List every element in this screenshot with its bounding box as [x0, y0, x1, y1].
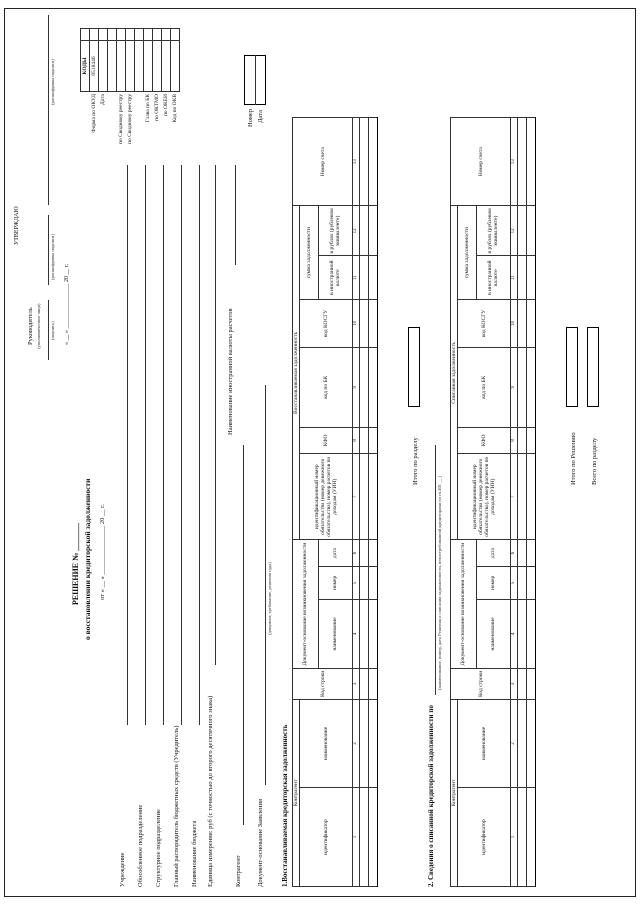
s2-num-13: 13 — [511, 118, 518, 206]
decoding-caption: (расшифровка подписи) — [50, 234, 55, 280]
contractor-line[interactable] — [243, 445, 244, 825]
number-label: Номер — [247, 108, 254, 127]
field-structural-unit: Структурное подразделение — [155, 809, 162, 887]
doc-basis-caption: (документ, требование, решения суда) — [267, 562, 272, 635]
codes-table — [80, 28, 180, 145]
code-value-registry-1[interactable] — [117, 41, 126, 92]
approve-head: Руководитель — [27, 307, 34, 345]
s2-num-10: 10 — [511, 299, 518, 347]
s2-num-4: 4 — [511, 599, 518, 668]
s2-num-3: 3 — [511, 668, 518, 699]
s1-h-sum-group: сумма задолженности — [300, 206, 319, 300]
s2-num-2: 2 — [511, 699, 518, 787]
s2-h-sum-group: сумма задолженности — [458, 206, 477, 300]
decoding-line — [48, 215, 49, 285]
field-separate-unit: Обособленное подразделение — [137, 804, 144, 887]
code-label-okv: Код по ОКВ — [172, 94, 178, 123]
s1-num-4: 4 — [353, 599, 360, 668]
table-row[interactable] — [369, 118, 378, 887]
section2-table — [450, 117, 536, 887]
decoding-long-line — [48, 15, 49, 205]
s1-num-3: 3 — [353, 668, 360, 699]
s2-h-doc-name: наименование — [476, 599, 510, 668]
s2-grand-total-box[interactable] — [587, 327, 599, 407]
approve-title: УТВЕРЖДАЮ — [14, 206, 20, 245]
table-row[interactable] — [527, 118, 536, 887]
s2-h-kosgu: код КОСГУ — [458, 299, 511, 347]
code-label-glava: Глава по БК — [145, 94, 151, 123]
s2-h-identifier: идентификатор — [458, 788, 511, 887]
s1-num-7: 7 — [353, 454, 360, 540]
code-value-okud: 0510446 — [90, 41, 99, 92]
s1-num-1: 1 — [353, 788, 360, 887]
s2-h-sum-rub: в рублях (рублевом эквиваленте) — [476, 206, 510, 256]
s2-h-account: Номер счета — [451, 118, 511, 206]
s1-h-identifier: идентификатор — [300, 788, 353, 887]
s1-num-5: 5 — [353, 566, 360, 599]
s2-h-written-group: Списанная задолженность — [451, 206, 458, 540]
s1-total-label: Итого по разделу — [412, 437, 419, 485]
s1-h-row-code: Код строки — [293, 668, 353, 699]
s2-num-6: 6 — [511, 540, 518, 567]
s1-h-doc-group: Документ-основание возникновения задолженности — [293, 540, 319, 669]
section1-title: 1.Восстанавливаемая кредиторская задолженность — [281, 724, 289, 887]
code-value-oktmo[interactable] — [153, 41, 162, 92]
codes-title: КОДЫ — [81, 41, 90, 92]
s1-h-doc-name: наименование — [318, 599, 352, 668]
code-label-empty-2 — [135, 92, 144, 146]
code-label-empty — [108, 92, 117, 146]
code-label-registry-1: по Сводному реестру — [118, 94, 124, 144]
s1-h-obligation-id: идентификационный номер обязательства (номер денежного обязательства), номер расчетов по доходам (УИН) — [300, 454, 353, 540]
contractor-label: Контрагент — [235, 855, 242, 887]
s2-num-8: 8 — [511, 427, 518, 454]
field-institution: Учреждение — [119, 852, 126, 887]
code-label-registry-2: по Сводному реестру — [127, 94, 133, 144]
document-date: от « __ » _______________ 20 __ г. — [99, 504, 106, 600]
s1-num-13: 13 — [353, 118, 360, 206]
s2-h-kfo: КФО — [458, 427, 511, 454]
code-value-glava[interactable] — [144, 41, 153, 92]
s2-h-bk: код по БК — [458, 347, 511, 427]
s1-h-restored-group: Восстанавливаемая задолженность — [293, 206, 300, 540]
doc-basis-line[interactable] — [265, 385, 266, 785]
s2-total-label: Итого по Решению — [570, 432, 577, 485]
s1-num-8: 8 — [353, 427, 360, 454]
s2-num-5: 5 — [511, 566, 518, 599]
code-label-oktmo: по ОКТМО — [154, 94, 160, 121]
s1-h-account: Номер счета — [293, 118, 353, 206]
number-date-separator — [255, 55, 256, 105]
s2-grand-total-label: Всего по разделу — [591, 437, 598, 485]
field-separate-unit-line[interactable] — [145, 165, 146, 725]
currency-label: Наименование иностранной валюты расчетов — [227, 308, 234, 435]
s1-h-sum-rub: в рублях (рублевом эквиваленте) — [318, 206, 352, 256]
s2-num-7: 7 — [511, 454, 518, 540]
s2-h-doc-number: номер — [476, 566, 510, 599]
s1-num-11: 11 — [353, 256, 360, 300]
approve-date-line: « __ » _______________ 20 __ г. — [64, 263, 70, 345]
code-value-empty[interactable] — [108, 41, 117, 92]
field-structural-unit-line[interactable] — [163, 165, 164, 725]
document-title: РЕШЕНИЕ № _______ — [71, 522, 80, 605]
section2-title-caption: (наименование, номер, дата Решения о списании задолженности, невостребованной кредиторами по сч.401 __ ) — [437, 475, 442, 690]
s1-total-box[interactable] — [408, 327, 420, 407]
signature-caption: (подпись) — [50, 321, 55, 340]
s2-num-9: 9 — [511, 347, 518, 427]
section2-title-line[interactable] — [435, 445, 436, 695]
s2-num-1: 1 — [511, 788, 518, 887]
s2-h-doc-group: Документ-основание возникновения задолженности — [451, 540, 477, 669]
s1-h-kosgu: код КОСГУ — [300, 299, 353, 347]
field-main-manager: Главный распорядитель бюджетных средств (Учредитель) — [173, 725, 180, 887]
section2-title: 2. Сведения о списанной кредиторской задолженности по — [427, 705, 435, 887]
table-row[interactable] — [360, 118, 369, 887]
code-value-okei[interactable] — [162, 41, 171, 92]
code-label-okei: по ОКЕИ — [163, 94, 169, 117]
s2-num-11: 11 — [511, 256, 518, 300]
s2-h-row-code: Код строки — [451, 668, 511, 699]
currency-line[interactable] — [235, 165, 236, 265]
section1-table — [292, 117, 378, 887]
s1-h-bk: код по БК — [300, 347, 353, 427]
field-budget-name: Наименование бюджета — [191, 820, 198, 887]
document-subtitle: о восстановлении кредиторской задолженности — [83, 478, 92, 640]
s2-h-sum-foreign: в иностранной валюте — [476, 256, 510, 300]
s2-h-doc-date: дата — [476, 540, 510, 567]
table-row[interactable] — [518, 118, 527, 887]
s2-h-name: наименование — [458, 699, 511, 787]
decoding-caption-2: (расшифровка подписи) — [50, 59, 55, 105]
code-label-okud: Форма по ОКУД — [91, 94, 97, 133]
field-unit-line[interactable] — [215, 165, 216, 665]
code-label-date: Дата — [100, 94, 106, 105]
s1-h-doc-date: дата — [318, 540, 352, 567]
s1-num-12: 12 — [353, 206, 360, 256]
s2-num-12: 12 — [511, 206, 518, 256]
s1-num-2: 2 — [353, 699, 360, 787]
s1-num-10: 10 — [353, 299, 360, 347]
s1-h-name: наименование — [300, 699, 353, 787]
s1-h-contractor: Контрагент — [293, 699, 300, 886]
field-main-manager-line[interactable] — [181, 165, 182, 725]
s1-h-sum-foreign: в иностранной валюте — [318, 256, 352, 300]
s1-num-9: 9 — [353, 347, 360, 427]
code-value-empty-2[interactable] — [135, 41, 144, 92]
signature-line — [48, 300, 49, 360]
field-unit: Единица измерения: руб (с точностью до второго десятичного знака) — [207, 695, 214, 887]
field-institution-line[interactable] — [127, 165, 128, 725]
s2-h-obligation-id: идентификационный номер обязательства (номер денежного обязательства), номер расчетов по доходам (УИН) — [458, 454, 511, 540]
s2-h-contractor: Контрагент — [451, 699, 458, 886]
doc-basis-label: Документ-основание Заявления — [257, 799, 264, 887]
s1-h-doc-number: номер — [318, 566, 352, 599]
s2-total-box[interactable] — [566, 327, 578, 407]
approve-head-caption: (уполномоченное лицо) — [36, 303, 41, 349]
code-value-registry-2[interactable] — [126, 41, 135, 92]
code-value-date[interactable] — [99, 41, 108, 92]
s1-num-6: 6 — [353, 540, 360, 567]
code-value-okv[interactable] — [171, 41, 180, 92]
date-label: Дата — [257, 110, 264, 123]
field-budget-name-line[interactable] — [199, 165, 200, 725]
s1-h-kfo: КФО — [300, 427, 353, 454]
